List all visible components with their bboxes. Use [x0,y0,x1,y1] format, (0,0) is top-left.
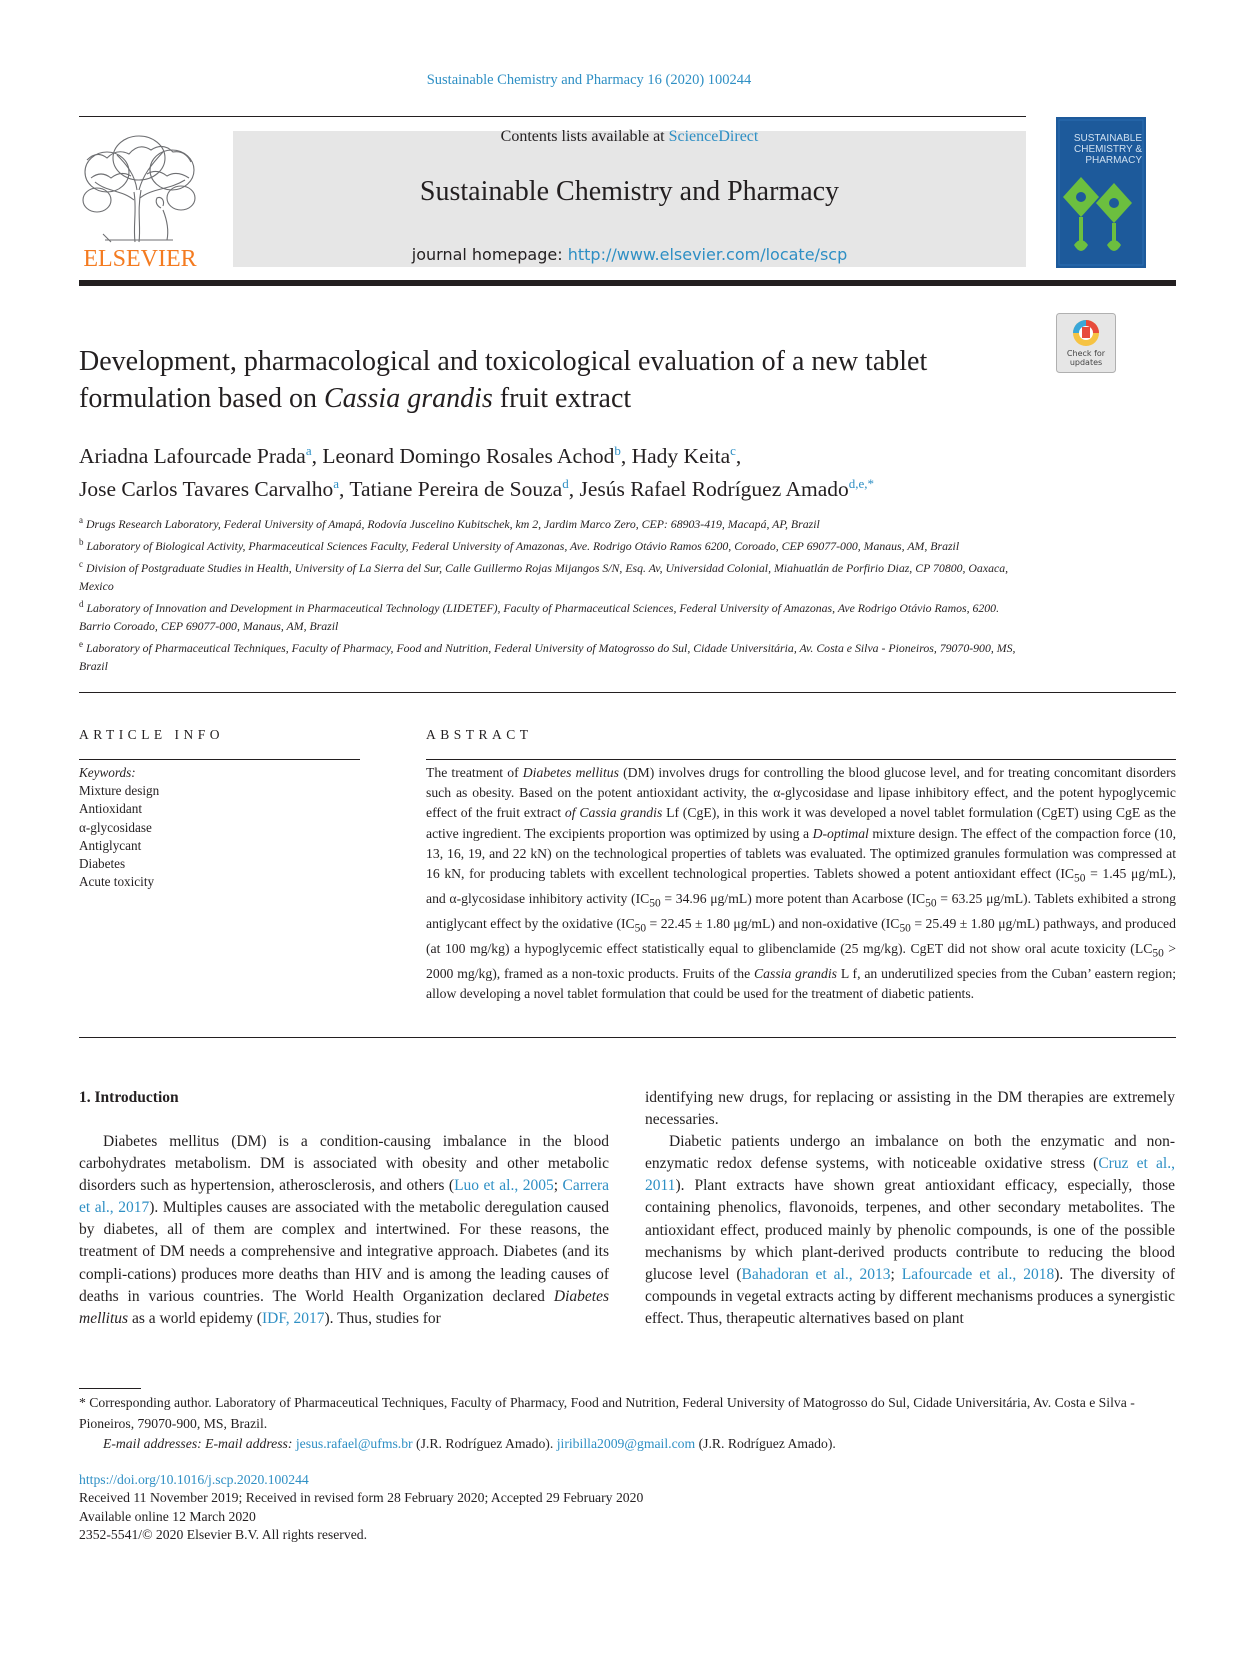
author-affiliation-link[interactable]: b [614,443,621,458]
affiliation-a [79,511,1024,533]
intro-paragraph-2 [645,1131,1175,1330]
keyword: Acute toxicity [79,874,155,890]
homepage-line [233,245,1026,264]
title-line-1: Development, pharmacological and toxicological evaluation of a new tablet [79,346,928,377]
affiliation-marker: a [79,515,83,525]
body-text: ; [553,1177,563,1195]
author-affiliation-link[interactable]: c [730,443,736,458]
author-separator: , [311,444,323,469]
masthead-thick-rule [79,280,1176,286]
journal-cover [1056,117,1146,268]
affiliation-b [79,533,1024,555]
subscript: 50 [634,922,647,935]
subscript: 50 [1152,947,1164,960]
author-name: Jose Carlos Tavares Carvalho [79,477,334,502]
email-owner: (J.R. Rodríguez Amado). [695,1436,836,1451]
contents-prefix: Contents lists available at [500,128,669,145]
copyright: 2352-5541/© 2020 Elsevier B.V. All rights reserved. [79,1526,368,1542]
citation-link[interactable]: Carrera et al., 2017 [79,1177,609,1217]
check-updates-line1: Check for [1066,349,1106,358]
header-rule [79,116,1026,117]
body-column-right [645,1087,1175,1330]
article-info-heading: ARTICLE INFO [79,727,225,742]
author-separator: , [568,477,580,502]
abstract-body [426,763,1176,1004]
abstract-text: = 63.25 μg/mL). Tablets exhibited a strong antiglycant effect by the oxidative (IC [426,890,1177,931]
cover-title-1: SUSTAINABLE [1073,133,1142,144]
author-name: Jesús Rafael Rodríguez Amado [579,477,849,502]
footnotes [79,1393,1176,1455]
title-line-2-post: fruit extract [492,383,632,414]
email-addresses [79,1434,1176,1455]
subscript: 50 [899,922,911,935]
abstract-text: L f, an underutilized species from the Cuban’ eastern region; allow developing a novel tablet formulation that could be used for the treatment of diabetic patients. [426,965,1177,1001]
section-rule [79,692,1176,693]
article-info-rule [79,759,360,760]
journal-title: Sustainable Chemistry and Pharmacy [419,176,840,207]
available-online: Available online 12 March 2020 [79,1508,256,1524]
keyword: α-glycosidase [79,819,152,835]
author-name: Ariadna Lafourcade Prada [79,444,306,469]
abstract-text: = 25.49 ± 1.80 μg/mL) pathways, and produced (at 100 mg/kg) a hypoglycemic effect statistically equal to glibenclamide (25 mg/kg). CgET did not show oral acute toxicity (LC [426,915,1176,956]
author-list [79,437,1059,503]
author-affiliation-link[interactable]: a [305,443,312,458]
affiliation-marker: e [79,638,83,649]
body-text: ). Multiples causes are associated with the metabolic deregulation caused by diabetes, all of them are complex and intertwined. For these reasons, the treatment of DM needs a comprehensive and integrative approach. Diabetes (and its compli-cations) produces more deaths than HIV and is among the leading causes of deaths in various countries. The World Health Organization declared [79,1199,609,1305]
keyword: Mixture design [79,783,160,799]
keyword: Diabetes [79,856,126,872]
citation-link[interactable]: IDF, 2017 [261,1309,325,1327]
abstract-text: = 22.45 ± 1.80 μg/mL) and non-oxidative (IC [646,915,900,931]
email-label: E-mail addresses: E-mail address: [103,1436,296,1451]
email-owner: (J.R. Rodríguez Amado). [412,1436,557,1451]
elsevier-wordmark: ELSEVIER [83,246,197,270]
author-separator: , [735,444,742,469]
abstract-text: = 1.45 μg/mL), and α-glycosidase inhibitory activity (IC [426,866,1176,906]
author-affiliation-link[interactable]: a [333,476,340,492]
author-name: Tatiane Pereira de Souza [349,477,563,502]
introduction-heading: 1. Introduction [79,1089,179,1106]
keywords-label: Keywords: [79,765,136,780]
sciencedirect-link[interactable]: ScienceDirect [668,128,759,145]
abstract-italic: Cassia grandis [754,965,837,981]
affiliation-text: Division of Postgraduate Studies in Health, University of La Sierra del Sur, Calle Guillermo Rojas Mijangos S/N, Esq. Av, Universidad Colonial, Miahuatlán de Porfirio Diaz, CP 70800, Oaxaca, Mexico [79,560,1009,593]
intro-paragraph-1-cont: identifying new drugs, for replacing or assisting in the DM therapies are extremely necessaries. [645,1089,1175,1129]
journal-reference[interactable]: Sustainable Chemistry and Pharmacy 16 (2020) 100244 [426,72,752,88]
elsevier-logo [77,130,203,270]
affiliation-text: Drugs Research Laboratory, Federal University of Amapá, Rodovía Juscelino Kubitschek, km 2, Jardim Marco Zero, CEP: 68903-419, Macapá, AP, Brazil [85,516,820,531]
email-link[interactable]: jiribilla2009@gmail.com [556,1436,696,1451]
affiliation-marker: d [79,598,84,609]
abstract-italic: of Cassia grandis [564,805,663,821]
affiliation-text: Laboratory of Pharmaceutical Techniques, Faculty of Pharmacy, Food and Nutrition, Federal University of Matogrosso do Sul, Cidade Universitária, Av. Costa e Silva - Pioneiros, 79070-900, MS, Brazil [79,640,1016,673]
corresponding-author-note: * Corresponding author. Laboratory of Pharmaceutical Techniques, Faculty of Pharmacy, Food and Nutrition, Federal University of Matogrosso do Sul, Cidade Universitária, Av. Costa e Silva - Pioneiros, 79070-900, MS, Brazil. [79,1395,1135,1431]
body-text: ). The diversity of compounds in vegetal extracts acting by different mechanisms produces a synergistic effect. Thus, therapeutic alternatives based on plant [645,1265,1175,1327]
body-column-left [79,1131,609,1330]
footnote-rule [79,1388,141,1389]
keyword: Antiglycant [79,837,142,853]
author-separator: , [620,444,632,469]
abstract-text: > 2000 mg/kg), framed as a non-toxic products. Fruits of the [426,940,1176,981]
author-affiliation-link[interactable]: d,e,* [848,476,875,492]
homepage-prefix: journal homepage: [411,245,568,264]
body-text: ). Plant extracts have shown great antioxidant efficacy, especially, those containing phenolics, flavonoids, terpenes, and other secondary metabolites. The antioxidant effect, produced mainly by phenolic compounds, is one of the possible mechanisms by which plant-derived products contribute to reducing the blood glucose level ( [645,1177,1175,1283]
cover-title-3: PHARMACY [1085,155,1142,166]
abstract-italic: Diabetes mellitus [522,765,619,780]
body-text: Diabetic patients undergo an imbalance on both the enzymatic and non-enzymatic redox defense systems, with noticeable oxidative stress ( [645,1133,1175,1173]
body-text: ). Thus, studies for [324,1309,441,1327]
abstract-rule [426,759,1176,760]
affiliation-text: Laboratory of Innovation and Development in Pharmaceutical Technology (LIDETEF), Faculty of Pharmaceutical Sciences, Federal University of Amazonas, Ave Rodrigo Otávio Ramos, 6200. Barrio Coroado, CEP 69077-000, Manaus, AM, Brazil [79,600,1000,633]
affiliation-d [79,595,1024,635]
intro-paragraph-1 [79,1131,609,1330]
body-text: Diabetes mellitus (DM) is a condition-causing imbalance in the blood carbohydrates metabolism. DM is associated with obesity and other metabolic disorders such as hypertension, atherosclerosis, and others ( [79,1133,609,1195]
keyword: Antioxidant [79,801,143,817]
affiliation-marker: b [79,536,84,547]
subscript: 50 [925,897,937,910]
received-dates: Received 11 November 2019; Received in revised form 28 February 2020; Accepted 29 February 2020 [79,1490,644,1506]
paper-title [79,343,1039,417]
affiliations [79,511,1024,675]
subscript: 50 [649,897,661,910]
homepage-link[interactable]: http://www.elsevier.com/locate/scp [567,245,848,264]
affiliation-marker: c [79,558,83,569]
body-italic: Diabetes mellitus [79,1287,609,1327]
abstract-text: (DM) involves drugs for controlling the blood glucose level, and for treating concomitant disorders such as obesity. Based on the potent antioxidant activity, the α-glycosidase and lipase inhibitory effect, and the potent hypoglycemic effect of the fruit extract [426,765,1176,821]
keywords-list [79,764,360,891]
citation-link[interactable]: Lafourcade et al., 2018 [901,1265,1055,1283]
abstract-text: mixture design. The effect of the compaction force (10, 13, 16, 19, and 22 kN) on the technological properties of tablets was evaluated. The optimized granules formulation was compressed at 16 kN, for producing tablets with excellent technological properties. Tablets showed a potent antioxidant effect (IC [426,825,1177,882]
affiliation-e [79,635,1024,675]
check-updates-line2: updates [1069,358,1103,367]
doi-link[interactable]: https://doi.org/10.1016/j.scp.2020.100244 [79,1472,309,1487]
body-text: ; [890,1265,902,1283]
abstract-italic: D-optimal [812,825,869,841]
cover-title-2: CHEMISTRY & [1074,144,1142,155]
citation-link[interactable]: Cruz et al., 2011 [645,1155,1175,1195]
author-separator: , [339,477,350,502]
affiliation-text: Laboratory of Biological Activity, Pharmaceutical Sciences Faculty, Federal University of Amazonas, Ave. Rodrigo Otávio Ramos 6200, Coroado, CEP 69077-000, Manaus, AM, Brazil [86,538,960,553]
author-name: Leonard Domingo Rosales Achod [322,444,615,469]
author-name: Hady Keita [631,444,731,469]
author-affiliation-link[interactable]: d [562,476,569,492]
abstract-text: The treatment of [426,765,523,780]
email-link[interactable]: jesus.rafael@ufms.br [295,1436,413,1451]
body-text: as a world epidemy ( [128,1309,262,1327]
citation-link[interactable]: Bahadoran et al., 2013 [741,1265,891,1283]
check-for-updates-badge[interactable] [1056,313,1116,373]
title-line-2-pre: formulation based on [79,383,324,414]
abstract-bottom-rule [79,1037,1176,1038]
affiliation-c [79,555,1024,595]
contents-line [233,128,1026,146]
citation-link[interactable]: Luo et al., 2005 [454,1177,554,1195]
abstract-heading: ABSTRACT [426,727,533,742]
subscript: 50 [1074,872,1086,885]
abstract-text: = 34.96 μg/mL) more potent than Acarbose (IC [660,890,926,906]
abstract-text: Lf (CgE), in this work it was developed a novel tablet formulation (CgET) using CgE as the active ingredient. The excipients proportion was optimized by using a [426,805,1176,841]
publication-info [79,1471,979,1544]
title-species: Cassia grandis [323,383,493,414]
